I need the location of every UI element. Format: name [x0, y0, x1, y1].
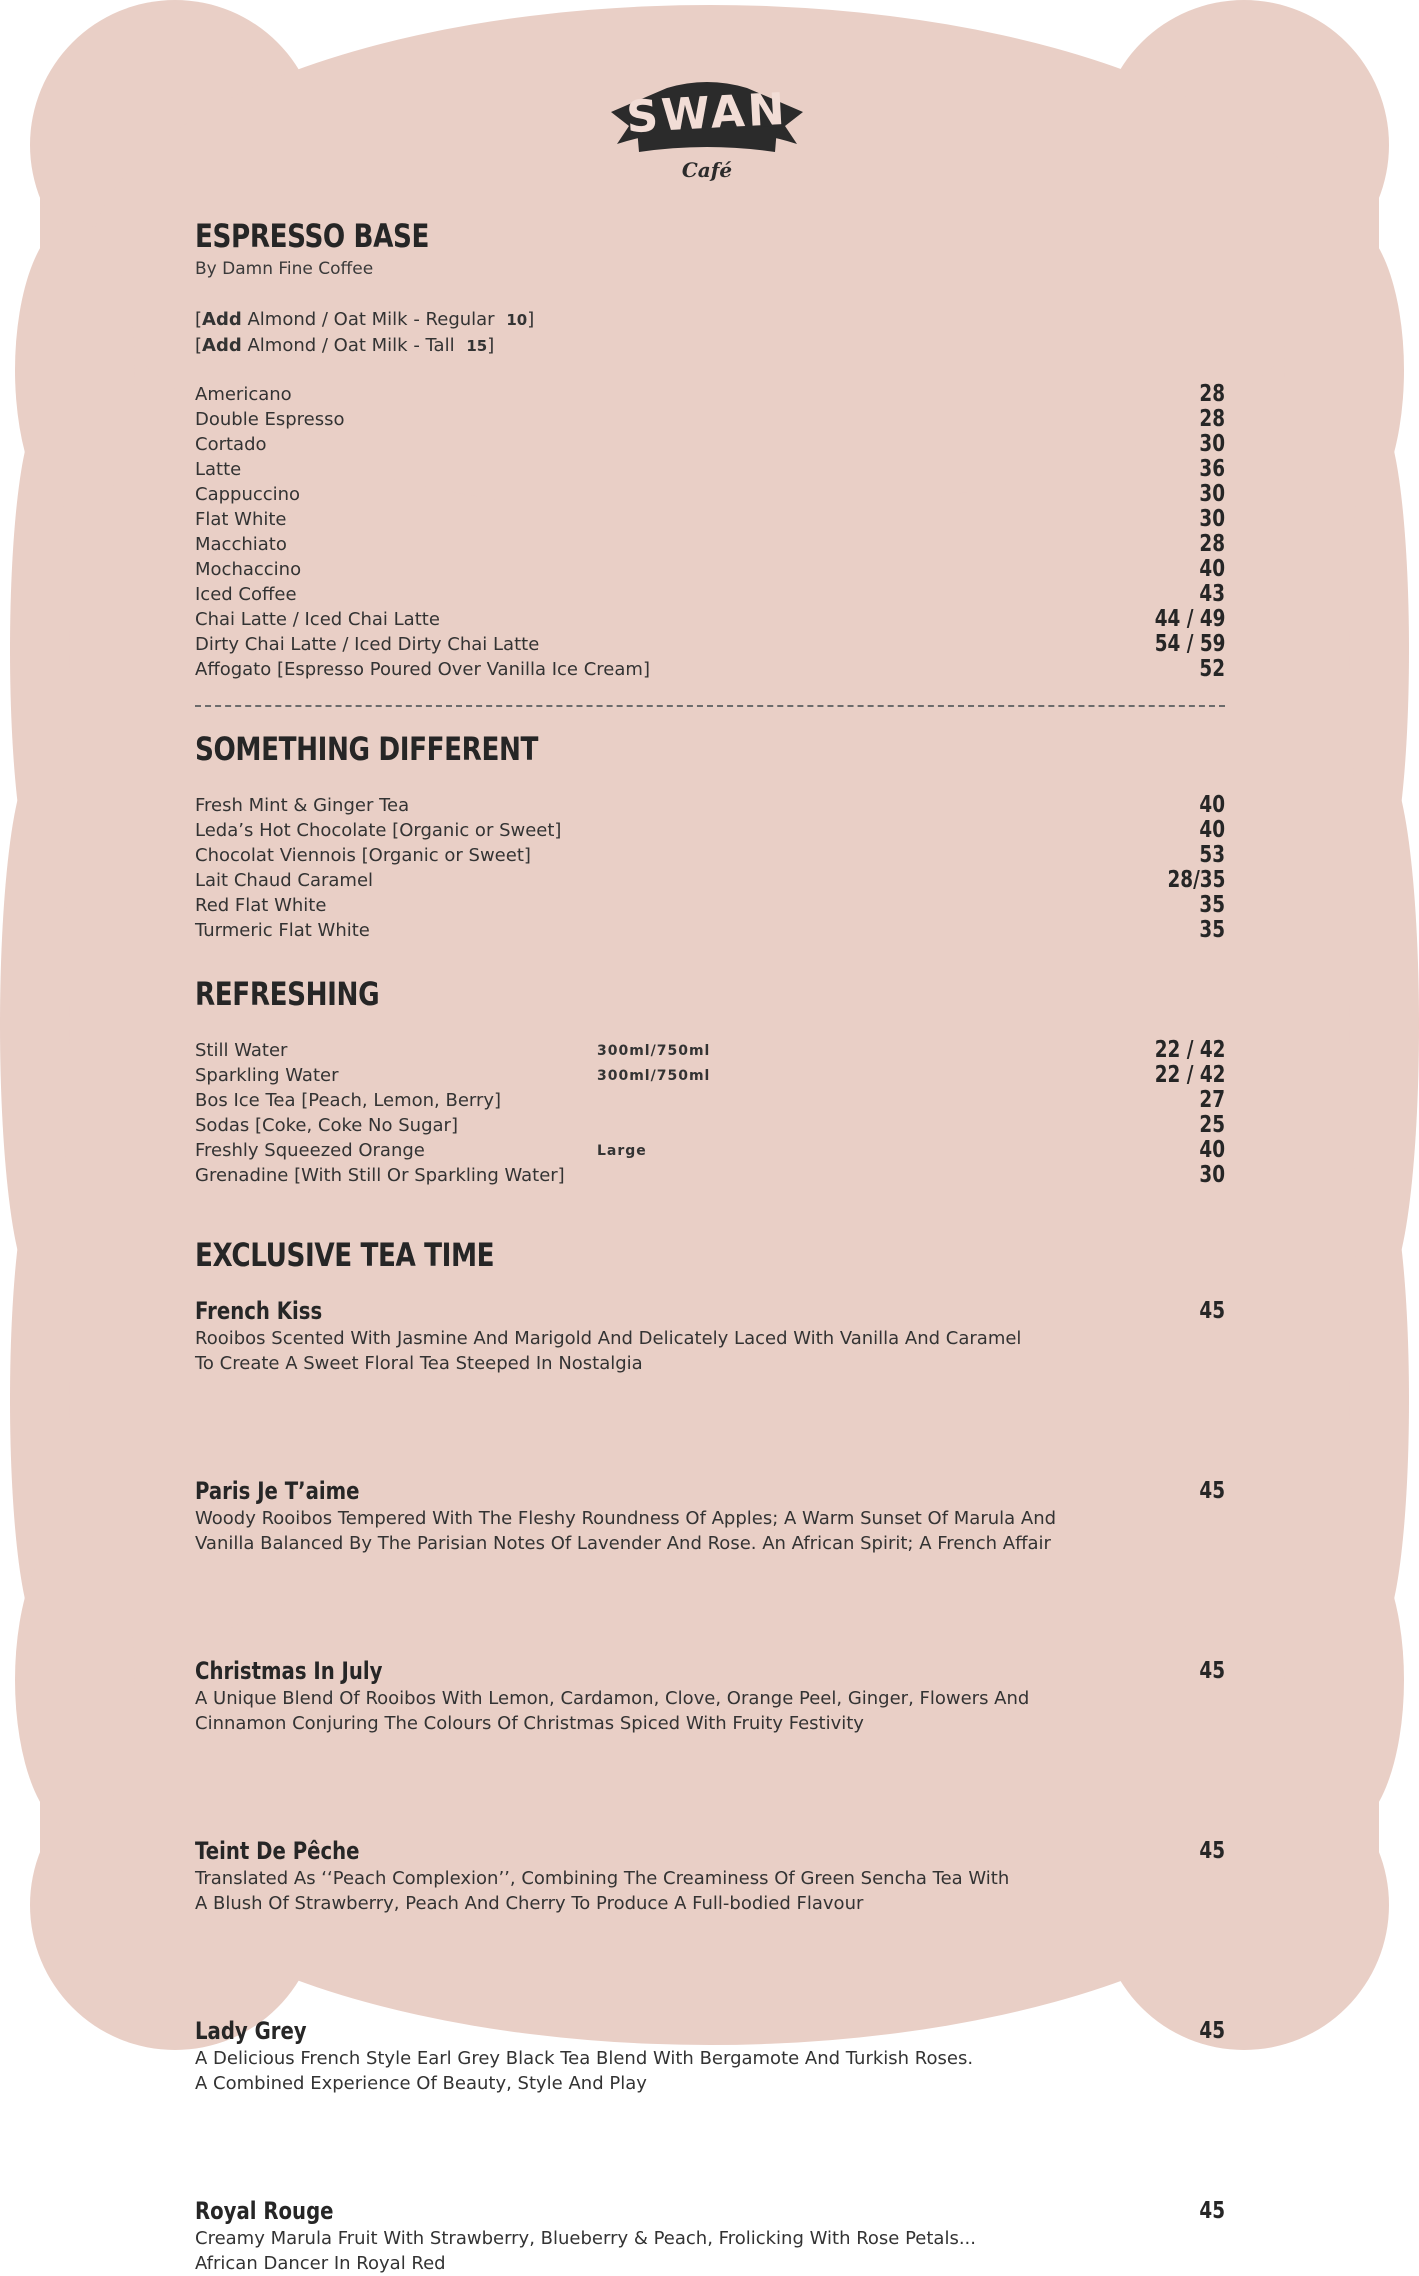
tea-description: A Combined Experience Of Beauty, Style And Play	[195, 2073, 647, 2094]
menu-item	[195, 793, 1225, 818]
menu-item	[195, 843, 1225, 868]
menu-item	[195, 432, 1225, 457]
item-name: Sparkling Water	[195, 1065, 339, 1086]
item-price: 40	[1199, 1137, 1225, 1163]
menu-item	[195, 582, 1225, 607]
tea-name: Royal Rouge	[195, 2197, 334, 2225]
something-different-section	[195, 729, 1225, 769]
item-price: 35	[1199, 892, 1225, 918]
menu-item	[195, 818, 1225, 843]
item-name: Chai Latte / Iced Chai Latte	[195, 609, 440, 630]
tea-item	[195, 1836, 1225, 1916]
item-name: Double Espresso	[195, 409, 345, 430]
tea-item	[195, 1656, 1225, 1736]
item-price: 44 / 49	[1154, 606, 1225, 632]
tea-price: 45	[1199, 1838, 1225, 1864]
menu-item	[195, 868, 1225, 893]
menu-item	[195, 482, 1225, 507]
item-name: Fresh Mint & Ginger Tea	[195, 795, 410, 816]
item-price: 30	[1199, 506, 1225, 532]
item-name: Dirty Chai Latte / Iced Dirty Chai Latte	[195, 634, 540, 655]
tea-name: Paris Je T’aime	[195, 1477, 360, 1505]
tea-description: Creamy Marula Fruit With Strawberry, Blueberry & Peach, Frolicking With Rose Petals...	[195, 2228, 976, 2249]
item-price: 30	[1199, 431, 1225, 457]
espresso-items	[195, 382, 1225, 682]
menu-item	[195, 1038, 1225, 1063]
menu-item	[195, 1138, 1225, 1163]
espresso-section	[195, 216, 1225, 280]
tea-price: 45	[1199, 1478, 1225, 1504]
tea-description: Vanilla Balanced By The Parisian Notes Of Lavender And Rose. An African Spirit; A French Affair	[195, 1533, 1051, 1554]
tea-description: A Blush Of Strawberry, Peach And Cherry To Produce A Full-bodied Flavour	[195, 1893, 864, 1914]
item-price: 54 / 59	[1154, 631, 1225, 657]
section-title: EXCLUSIVE TEA TIME	[195, 1236, 495, 1274]
menu-item	[195, 507, 1225, 532]
item-name: Red Flat White	[195, 895, 327, 916]
item-name: Affogato [Espresso Poured Over Vanilla Ice Cream]	[195, 659, 650, 680]
menu-item	[195, 657, 1225, 682]
section-title: REFRESHING	[195, 975, 380, 1013]
tea-item	[195, 2016, 1225, 2096]
refreshing-items	[195, 1038, 1225, 1188]
tea-description: To Create A Sweet Floral Tea Steeped In Nostalgia	[195, 1353, 643, 1374]
item-price: 25	[1199, 1112, 1225, 1138]
item-name: Latte	[195, 459, 242, 480]
tea-description: Translated As ‘‘Peach Complexion’’, Combining The Creaminess Of Green Sencha Tea With	[195, 1868, 1010, 1889]
item-price: 53	[1199, 842, 1225, 868]
item-name: Grenadine [With Still Or Sparkling Water]	[195, 1165, 565, 1186]
tea-description: Woody Rooibos Tempered With The Fleshy Roundness Of Apples; A Warm Sunset Of Marula And	[195, 1508, 1057, 1529]
tea-description: Rooibos Scented With Jasmine And Marigold And Delicately Laced With Vanilla And Caramel	[195, 1328, 1022, 1349]
item-price: 40	[1199, 792, 1225, 818]
item-price: 27	[1199, 1087, 1225, 1113]
item-price: 22 / 42	[1154, 1037, 1225, 1063]
menu-item	[195, 532, 1225, 557]
tea-item	[195, 2196, 1225, 2276]
item-name: Iced Coffee	[195, 584, 297, 605]
tea-section	[195, 1235, 1225, 1275]
menu-item	[195, 1163, 1225, 1188]
addon-list	[195, 307, 1225, 359]
item-name: Chocolat Viennois [Organic or Sweet]	[195, 845, 531, 866]
item-name: Freshly Squeezed Orange	[195, 1140, 425, 1161]
item-price: 30	[1199, 481, 1225, 507]
item-price: 36	[1199, 456, 1225, 482]
tea-name: Lady Grey	[195, 2017, 307, 2045]
tea-description: A Unique Blend Of Rooibos With Lemon, Cardamon, Clove, Orange Peel, Ginger, Flowers And	[195, 1688, 1030, 1709]
item-price: 40	[1199, 817, 1225, 843]
different-items	[195, 793, 1225, 943]
tea-name: Teint De Pêche	[195, 1837, 360, 1865]
item-size: 300ml/750ml	[597, 1043, 711, 1059]
logo-wordmark: SWAN	[625, 83, 789, 144]
section-title: ESPRESSO BASE	[195, 217, 430, 255]
logo-subtitle: Café	[681, 158, 733, 182]
item-price: 40	[1199, 556, 1225, 582]
item-price: 28	[1199, 406, 1225, 432]
tea-name: French Kiss	[195, 1297, 323, 1325]
item-price: 52	[1199, 656, 1225, 682]
tea-description: Cinnamon Conjuring The Colours Of Christmas Spiced With Fruity Festivity	[195, 1713, 864, 1734]
item-price: 28	[1199, 531, 1225, 557]
item-name: Bos Ice Tea [Peach, Lemon, Berry]	[195, 1090, 502, 1111]
tea-price: 45	[1199, 2018, 1225, 2044]
item-name: Leda’s Hot Chocolate [Organic or Sweet]	[195, 820, 562, 841]
item-name: Cortado	[195, 434, 267, 455]
item-price: 43	[1199, 581, 1225, 607]
menu-item	[195, 557, 1225, 582]
menu-item	[195, 457, 1225, 482]
menu-item	[195, 1088, 1225, 1113]
item-name: Cappuccino	[195, 484, 301, 505]
menu-item	[195, 407, 1225, 432]
item-price: 22 / 42	[1154, 1062, 1225, 1088]
tea-description: A Delicious French Style Earl Grey Black Tea Blend With Bergamote And Turkish Roses.	[195, 2048, 974, 2069]
menu-item	[195, 607, 1225, 632]
item-name: Mochaccino	[195, 559, 302, 580]
menu-item	[195, 893, 1225, 918]
item-name: Lait Chaud Caramel	[195, 870, 374, 891]
menu-item	[195, 382, 1225, 407]
menu-item	[195, 1113, 1225, 1138]
item-size: Large	[597, 1143, 647, 1159]
tea-name: Christmas In July	[195, 1657, 383, 1685]
addon-row: [Add Almond / Oat Milk - Regular 10]	[195, 309, 535, 330]
item-size: 300ml/750ml	[597, 1068, 711, 1084]
tea-price: 45	[1199, 2198, 1225, 2224]
tea-price: 45	[1199, 1658, 1225, 1684]
section-subtitle: By Damn Fine Coffee	[195, 259, 374, 279]
menu-item	[195, 632, 1225, 657]
swan-cafe-logo	[607, 78, 807, 196]
tea-item	[195, 1296, 1225, 1376]
menu-item	[195, 1063, 1225, 1088]
menu-item	[195, 918, 1225, 943]
tea-description: African Dancer In Royal Red	[195, 2253, 446, 2274]
item-name: Sodas [Coke, Coke No Sugar]	[195, 1115, 458, 1136]
item-name: Turmeric Flat White	[195, 920, 370, 941]
tea-price: 45	[1199, 1298, 1225, 1324]
item-name: Americano	[195, 384, 292, 405]
tea-item	[195, 1476, 1225, 1556]
item-name: Flat White	[195, 509, 287, 530]
refreshing-section	[195, 974, 1225, 1014]
section-title: SOMETHING DIFFERENT	[195, 730, 539, 768]
item-name: Macchiato	[195, 534, 287, 555]
item-name: Still Water	[195, 1040, 288, 1061]
addon-row: [Add Almond / Oat Milk - Tall 15]	[195, 335, 495, 356]
item-price: 30	[1199, 1162, 1225, 1188]
item-price: 35	[1199, 917, 1225, 943]
item-price: 28/35	[1167, 867, 1225, 893]
section-divider	[195, 705, 1225, 707]
item-price: 28	[1199, 381, 1225, 407]
